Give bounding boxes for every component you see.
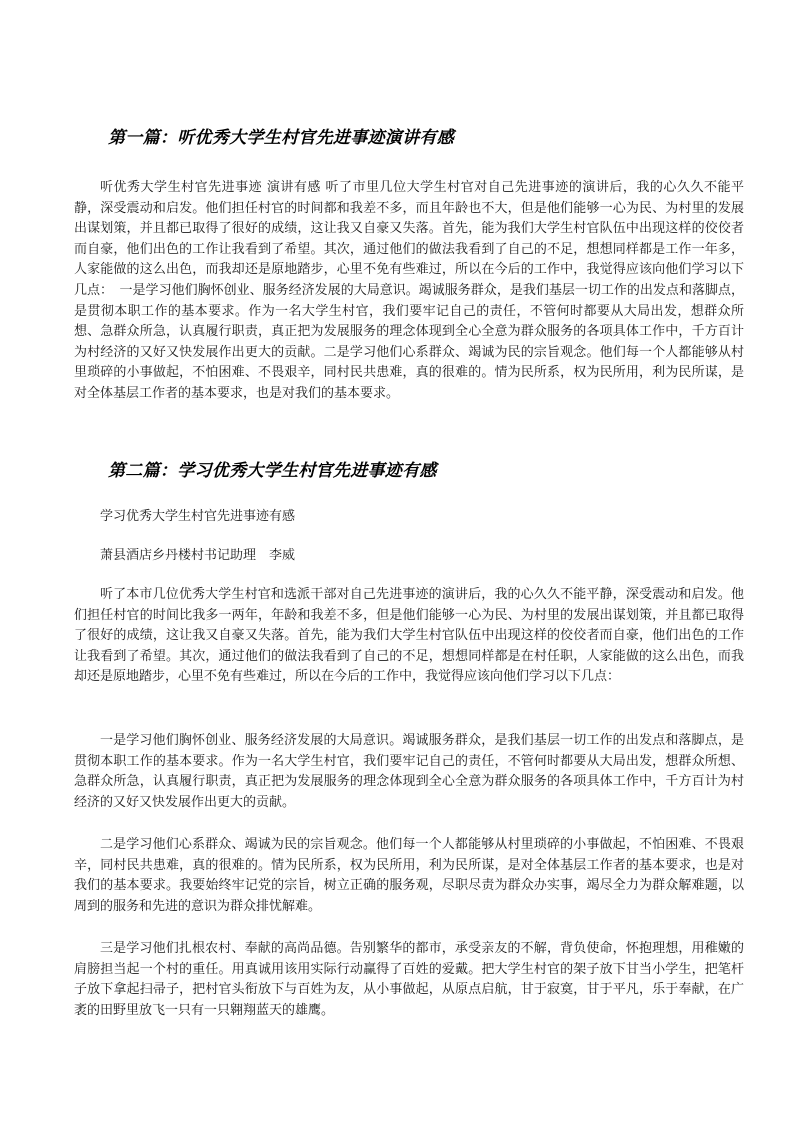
section-2-paragraph: 二是学习他们心系群众、竭诚为民的宗旨观念。他们每一个人都能够从村里琐碎的小事做起，不怕困难、不畏艰辛，同村民共患难，真的很难的。情为民所系，权为民所用，利为民所谋，是对全体基层工作者的基本要求，也是对我们的基本要求。我要始终牢记党的宗旨，树立正确的服务观，尽职尽责为群众办实事，竭尽全力为群众解难题，以周到的服务和先进的意识为群众排忧解难。 (74, 837, 744, 914)
section-1-body-block (74, 178, 744, 405)
section-2-title: 第二篇：学习优秀大学生村官先进事迹有感 (108, 461, 437, 481)
section-1-body: 听优秀大学生村官先进事迹 演讲有感 听了市里几位大学生村官对自己先进事迹的演讲后，我的心久久不能平静，深受震动和启发。他们担任村官的时间都和我差不多，而且年龄也不大，但是他们能够一心为民、为村里的发展出谋划策，并且都已取得了很好的成绩，这让我又自豪又失落。首先，能为我们大学生村官队伍中出现这样的佼佼者而自豪，他们出色的工作让我看到了希望。其次，通过他们的做法我看到了自己的不足，想想同样都是工作一年多，人家能做的这么出色，而我却还是原地踏步，心里不免有些难过，所以在今后的工作中，我觉得应该向他们学习以下几点： 一是学习他们胸怀创业、服务经济发展的大局意识。竭诚服务群众，是我们基层一切工作的出发点和落脚点，是贯彻本职工作的基本要求。作为一名大学生村官，我们要牢记自己的责任，不管何时都要从大局出发，想群众所想、急群众所急，认真履行职责，真正把为发展服务的理念体现到全心全意为群众服务的各项具体工作中，千方百计为村经济的又好又快发展作出更大的贡献。二是学习他们心系群众、竭诚为民的宗旨观念。他们每一个人都能够从村里琐碎的小事做起，不怕困难、不畏艰辛，同村民共患难，真的很难的。情为民所系，权为民所用，利为民所谋，是对全体基层工作者的基本要求，也是对我们的基本要求。 (74, 180, 744, 401)
section-2-subtitle-block (74, 507, 744, 528)
section-2-paragraph-block (74, 731, 744, 813)
section-2-author-block (74, 546, 744, 567)
section-2-paragraph: 一是学习他们胸怀创业、服务经济发展的大局意识。竭诚服务群众，是我们基层一切工作的出发点和落脚点，是贯彻本职工作的基本要求。作为一名大学生村官，我们要牢记自己的责任，不管何时都要从大局出发，想群众所想、急群众所急，认真履行职责，真正把为发展服务的理念体现到全心全意为群众服务的各项具体工作中，千方百计为村经济的又好又快发展作出更大的贡献。 (74, 733, 744, 810)
section-2-paragraph-block (74, 835, 744, 917)
section-2-paragraph: 听了本市几位优秀大学生村官和选派干部对自己先进事迹的演讲后，我的心久久不能平静，深受震动和启发。他们担任村官的时间比我多一两年，年龄和我差不多，但是他们能够一心为民、为村里的发展出谋划策，并且都已取得了很好的成绩，这让我又自豪又失落。首先，能为我们大学生村官队伍中出现这样的佼佼者而自豪，他们出色的工作让我看到了希望。其次，通过他们的做法我看到了自己的不足，想想同样都是在村任职，人家能做的这么出色，而我却还是原地踏步，心里不免有些难过，所以在今后的工作中，我觉得应该向他们学习以下几点： (74, 587, 744, 685)
section-2-paragraph-block (74, 939, 744, 1021)
section-2-author: 萧县酒店乡丹楼村书记助理 李威 (100, 548, 296, 563)
section-2-paragraph: 三是学习他们扎根农村、奉献的高尚品德。告别繁华的都市，承受亲友的不解，背负使命，怀抱理想，用稚嫩的肩膀担当起一个村的重任。用真诚用该用实际行动赢得了百姓的爱戴。把大学生村官的架子放下甘当小学生，把笔杆子放下拿起扫帚子，把村官头衔放下与百姓为友，从小事做起，从原点启航，甘于寂寞，甘于平凡，乐于奉献，在广袤的田野里放飞一只有一只翱翔蓝天的雄鹰。 (74, 941, 744, 1018)
section-2-subtitle: 学习优秀大学生村官先进事迹有感 (100, 509, 296, 524)
section-1-title: 第一篇：听优秀大学生村官先进事迹演讲有感 (108, 128, 454, 148)
section-2-paragraph-block (74, 585, 744, 688)
